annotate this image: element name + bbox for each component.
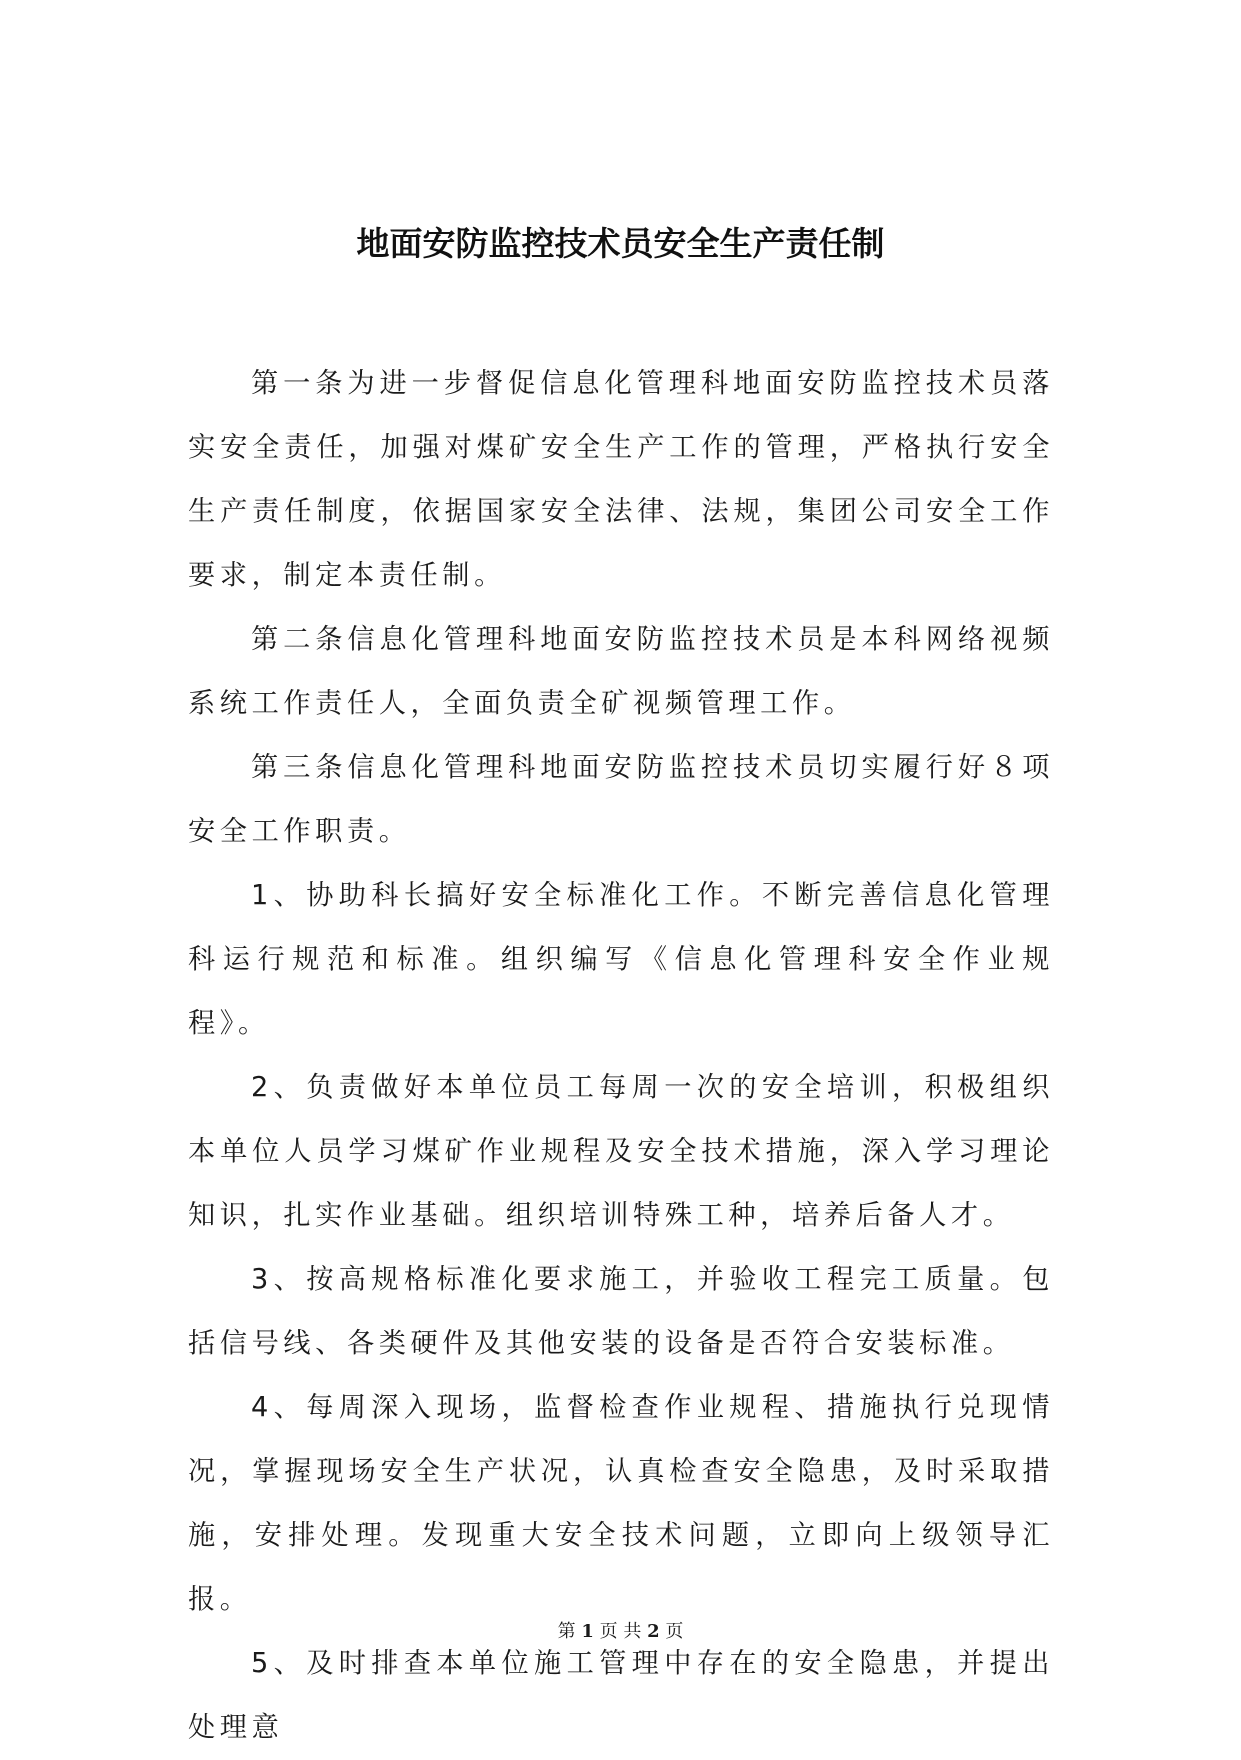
paragraph-article-1: 第一条为进一步督促信息化管理科地面安防监控技术员落实安全责任，加强对煤矿安全生产工作的管理，严格执行安全生产责任制度，依据国家安全法律、法规，集团公司安全工作要求，制定本责任制。 <box>188 368 1054 591</box>
footer-prefix: 第 <box>557 1621 576 1642</box>
paragraph-duty-1: 1、协助科长搞好安全标准化工作。不断完善信息化管理科运行规范和标准。组织编写《信息化管理科安全作业规程》。 <box>188 880 1054 1039</box>
paragraph-duty-4: 4、每周深入现场，监督检查作业规程、措施执行兑现情况，掌握现场安全生产状况，认真检查安全隐患，及时采取措施，安排处理。发现重大安全技术问题，立即向上级领导汇报。 <box>188 1392 1054 1615</box>
paragraph-article-3: 第三条信息化管理科地面安防监控技术员切实履行好８项安全工作职责。 <box>188 752 1054 847</box>
current-page-number: 1 <box>581 1621 594 1642</box>
paragraph-duty-2: 2、负责做好本单位员工每周一次的安全培训，积极组织本单位人员学习煤矿作业规程及安全技术措施，深入学习理论知识，扎实作业基础。组织培训特殊工种，培养后备人才。 <box>188 1072 1054 1231</box>
page-footer <box>0 1620 1241 1644</box>
total-page-number: 2 <box>647 1621 660 1642</box>
paragraph-duty-5: 5、及时排查本单位施工管理中存在的安全隐患，并提出处理意 <box>188 1648 1054 1743</box>
footer-suffix: 页 <box>665 1621 684 1642</box>
paragraph-duty-3: 3、按高规格标准化要求施工，并验收工程完工质量。包括信号线、各类硬件及其他安装的设备是否符合安装标准。 <box>188 1264 1054 1359</box>
document-title: 地面安防监控技术员安全生产责任制 <box>356 224 885 263</box>
footer-middle: 页 共 <box>599 1621 642 1642</box>
document-body <box>188 352 1054 1760</box>
paragraph-article-2: 第二条信息化管理科地面安防监控技术员是本科网络视频系统工作责任人，全面负责全矿视频管理工作。 <box>188 624 1054 719</box>
